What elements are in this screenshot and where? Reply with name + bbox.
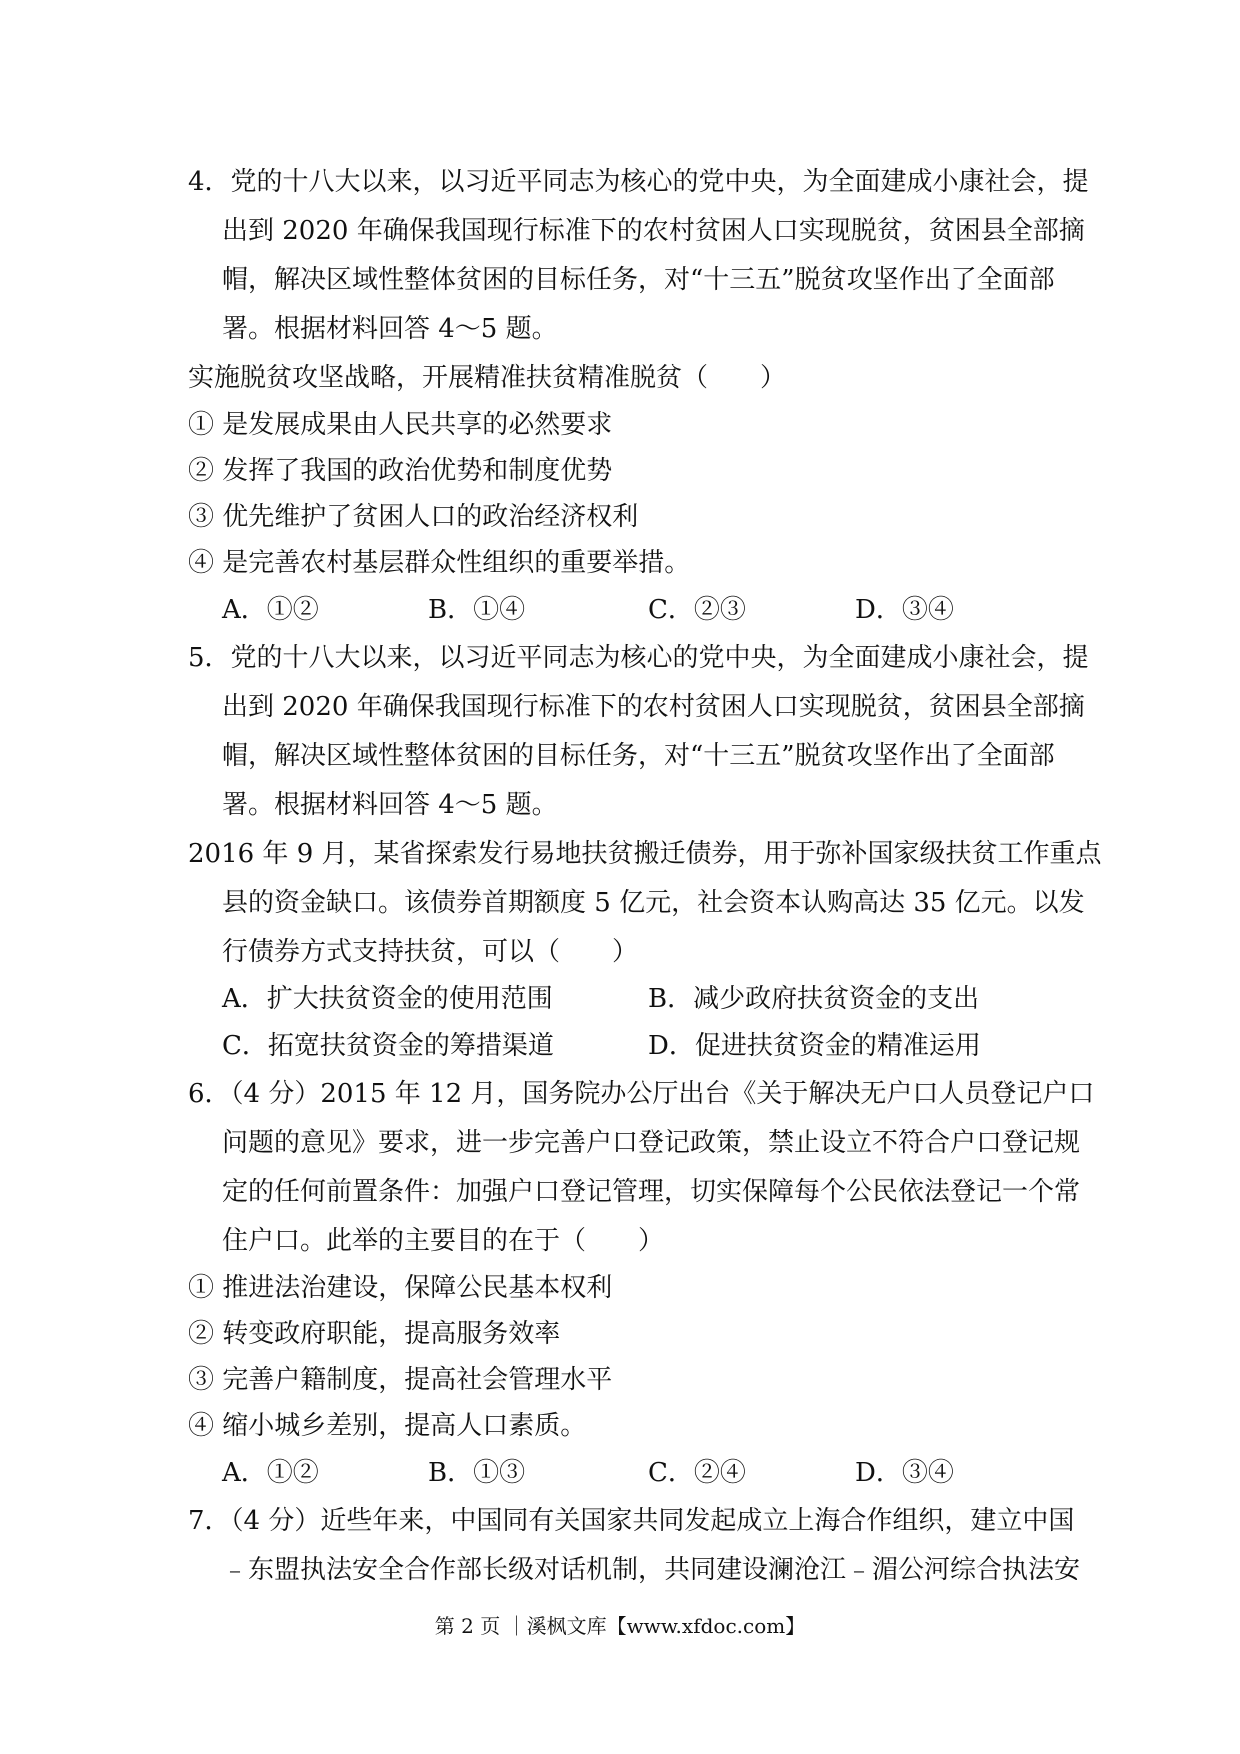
q6-item-1: ① 推进法治建设，保障公民基本权利 (188, 1273, 613, 1303)
q4-option-b: B．①④ (428, 595, 526, 625)
q4-item-4: ④ 是完善农村基层群众性组织的重要举措。 (188, 548, 691, 578)
q4-stem: 实施脱贫攻坚战略，开展精准扶贫精准脱贫（ ） (188, 363, 787, 393)
q6-line-1: 6．（4 分）2015 年 12 月，国务院办公厅出台《关于解决无户口人员登记户口 (188, 1079, 1095, 1109)
q5-stem-line-3: 行债券方式支持扶贫，可以（ ） (222, 937, 639, 967)
q6-line-2: 问题的意见》要求，进一步完善户口登记政策，禁止设立不符合户口登记规 (222, 1128, 1081, 1158)
q6-option-d: D．③④ (855, 1458, 954, 1488)
q5-line-2: 出到 2020 年确保我国现行标准下的农村贫困人口实现脱贫，贫困县全部摘 (222, 692, 1085, 722)
q6-item-4: ④ 缩小城乡差别，提高人口素质。 (188, 1411, 587, 1441)
q4-option-a: A．①② (222, 595, 319, 625)
q5-option-a: A．扩大扶贫资金的使用范围 (222, 984, 553, 1014)
q6-option-a: A．①② (222, 1458, 319, 1488)
q6-option-c: C．②④ (648, 1458, 746, 1488)
q7-line-2: ﹣东盟执法安全合作部长级对话机制，共同建设澜沧江﹣湄公河综合执法安 (222, 1555, 1081, 1585)
q4-line-2: 出到 2020 年确保我国现行标准下的农村贫困人口实现脱贫，贫困县全部摘 (222, 216, 1085, 246)
q4-line-1: 4．党的十八大以来，以习近平同志为核心的党中央，为全面建成小康社会，提 (188, 167, 1089, 197)
q4-item-3: ③ 优先维护了贫困人口的政治经济权利 (188, 502, 639, 532)
q6-option-b: B．①③ (428, 1458, 526, 1488)
q4-line-4: 署。根据材料回答 4～5 题。 (222, 314, 558, 344)
q5-line-1: 5．党的十八大以来，以习近平同志为核心的党中央，为全面建成小康社会，提 (188, 643, 1089, 673)
q4-item-2: ② 发挥了我国的政治优势和制度优势 (188, 456, 613, 486)
page-footer: 第 2 页 ｜溪枫文库【www.xfdoc.com】 (434, 1614, 806, 1638)
q5-option-d: D．促进扶贫资金的精准运用 (648, 1031, 981, 1061)
q6-item-3: ③ 完善户籍制度，提高社会管理水平 (188, 1365, 613, 1395)
q4-line-3: 帽，解决区域性整体贫困的目标任务，对“十三五”脱贫攻坚作出了全面部 (222, 265, 1055, 295)
q6-line-3: 定的任何前置条件：加强户口登记管理，切实保障每个公民依法登记一个常 (222, 1177, 1081, 1207)
q5-stem-line-1: 2016 年 9 月，某省探索发行易地扶贫搬迁债券，用于弥补国家级扶贫工作重点 (188, 839, 1102, 869)
q5-stem-line-2: 县的资金缺口。该债券首期额度 5 亿元，社会资本认购高达 35 亿元。以发 (222, 888, 1085, 918)
q6-item-2: ② 转变政府职能，提高服务效率 (188, 1319, 561, 1349)
q4-option-d: D．③④ (855, 595, 954, 625)
q4-option-c: C．②③ (648, 595, 746, 625)
q5-line-4: 署。根据材料回答 4～5 题。 (222, 790, 558, 820)
q4-item-1: ① 是发展成果由人民共享的必然要求 (188, 410, 613, 440)
q5-line-3: 帽，解决区域性整体贫困的目标任务，对“十三五”脱贫攻坚作出了全面部 (222, 741, 1055, 771)
q5-option-b: B．减少政府扶贫资金的支出 (648, 984, 980, 1014)
q6-line-4: 住户口。此举的主要目的在于（ ） (222, 1226, 665, 1256)
q5-option-c: C．拓宽扶贫资金的筹措渠道 (222, 1031, 554, 1061)
q7-line-1: 7．（4 分）近些年来，中国同有关国家共同发起成立上海合作组织，建立中国 (188, 1506, 1075, 1536)
